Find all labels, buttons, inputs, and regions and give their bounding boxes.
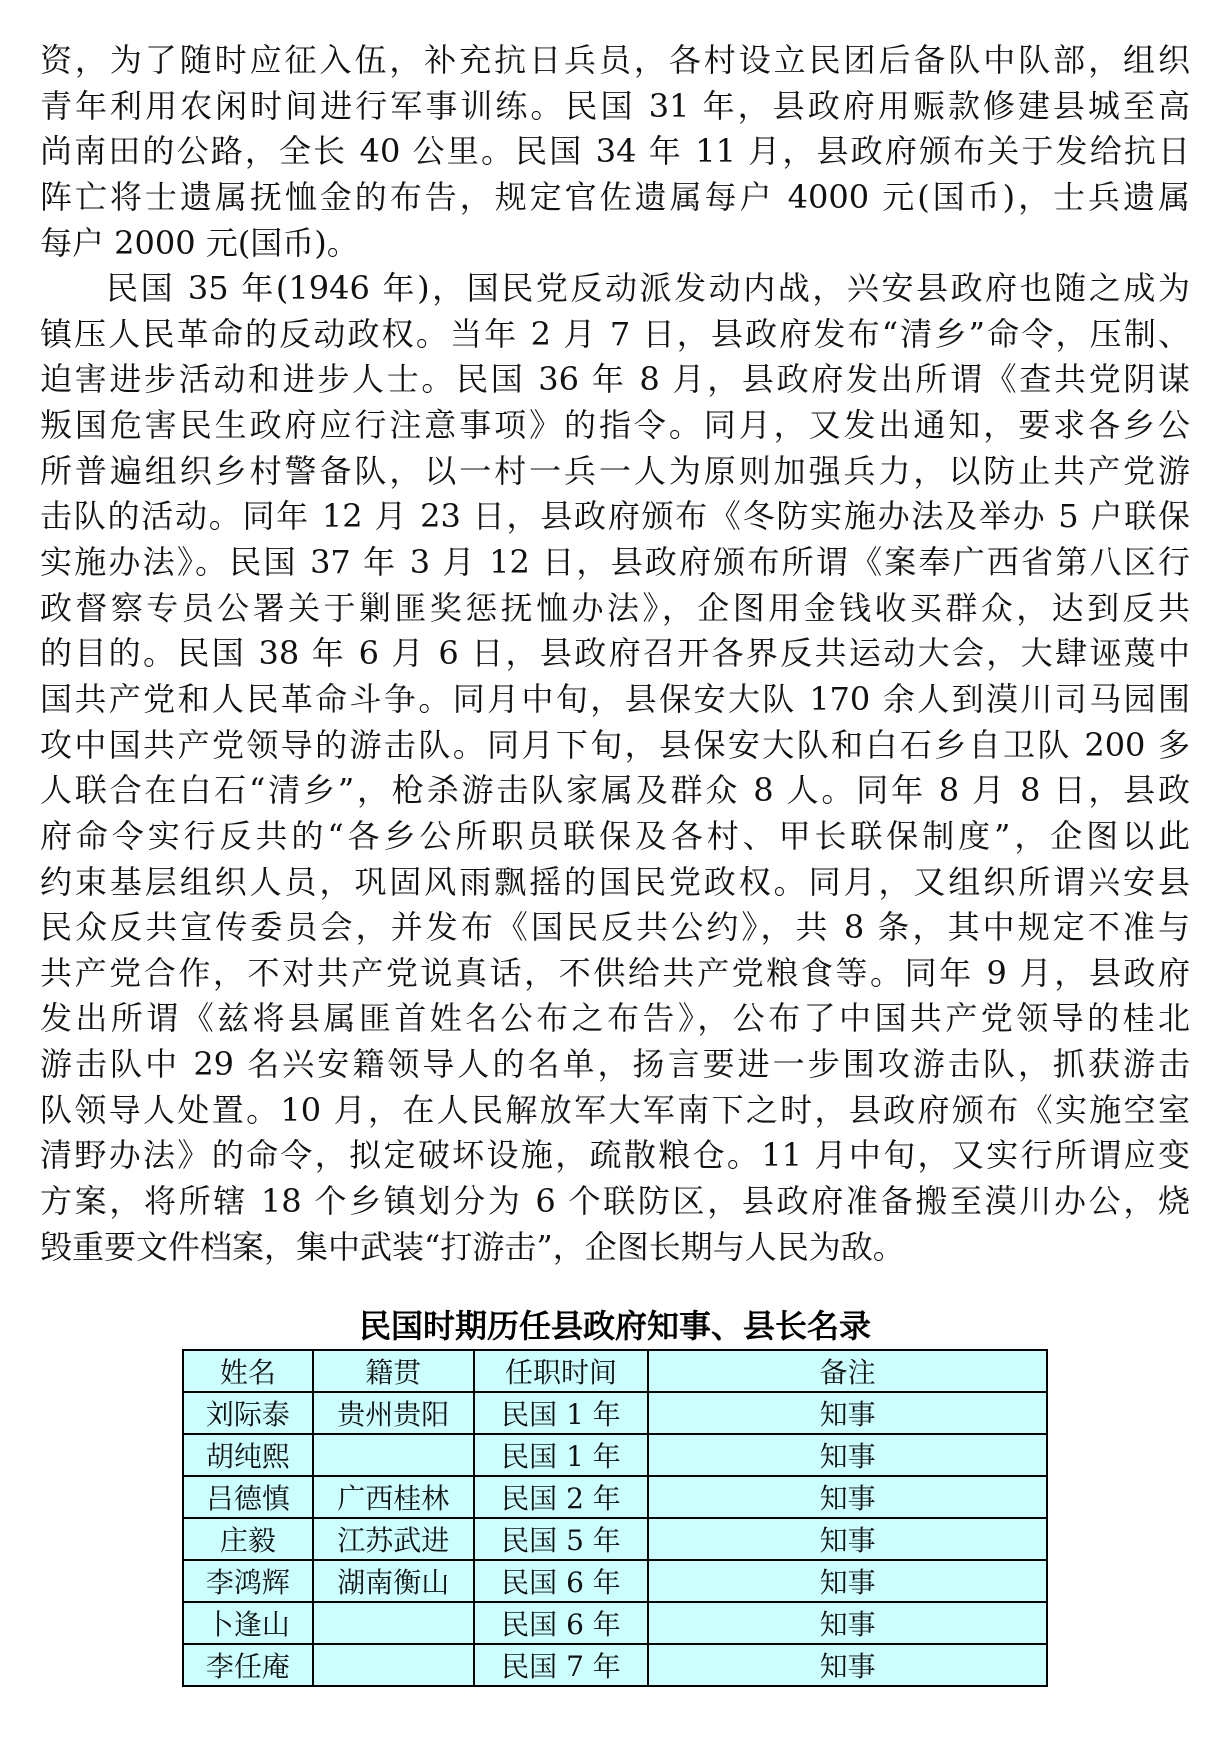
- text-line: 资，为了随时应征入伍，补充抗日兵员，各村设立民团后备队中队部，组织: [40, 41, 1190, 79]
- cell-note: 知事: [648, 1602, 1047, 1644]
- text-line: 人联合在白石“清乡”，枪杀游击队家属及群众 8 人。同年 8 月 8 日，县政: [40, 771, 1190, 810]
- table-row: [183, 1476, 1047, 1518]
- table-row: [183, 1518, 1047, 1560]
- text-line: 所普遍组织乡村警备队，以一村一兵一人为原则加强兵力，以防止共产党游: [40, 451, 1190, 490]
- cell-note: 知事: [648, 1392, 1047, 1434]
- cell-name: 刘际泰: [183, 1392, 313, 1434]
- table-row: [183, 1644, 1047, 1686]
- text-line: 镇压人民革命的反动政权。当年 2 月 7 日，县政府发布“清乡”命令，压制、: [40, 314, 1190, 353]
- text-line: 攻中国共产党领导的游击队。同月下旬，县保安大队和白石乡自卫队 200 多: [40, 725, 1190, 764]
- cell-origin: [313, 1644, 474, 1686]
- text-line: 政督察专员公署关于剿匪奖惩抚恤办法》，企图用金钱收买群众，达到反共: [40, 588, 1190, 627]
- text-line: 国共产党和人民革命斗争。同月中旬，县保安大队 170 余人到漠川司马园围: [40, 679, 1190, 718]
- column-header-name: 姓名: [183, 1350, 313, 1392]
- cell-note: 知事: [648, 1434, 1047, 1476]
- text-line: 毁重要文件档案，集中武装“打游击”，企图长期与人民为敌。: [40, 1227, 905, 1266]
- text-line: 尚南田的公路，全长 40 公里。民国 34 年 11 月，县政府颁布关于发给抗日: [40, 132, 1190, 171]
- column-header-term: 任职时间: [474, 1350, 649, 1392]
- cell-origin: 江苏武进: [313, 1518, 474, 1560]
- cell-origin: 广西桂林: [313, 1476, 474, 1518]
- text-line: 民国 35 年(1946 年)，国民党反动派发动内战，兴安县政府也随之成为: [106, 269, 1190, 308]
- cell-origin: [313, 1602, 474, 1644]
- cell-origin: [313, 1434, 474, 1476]
- magistrate-roster-table: [182, 1349, 1048, 1687]
- cell-term: 民国 1 年: [474, 1434, 649, 1476]
- text-line: 游击队中 29 名兴安籍领导人的名单，扬言要进一步围攻游击队，抓获游击: [40, 1045, 1190, 1084]
- cell-note: 知事: [648, 1476, 1047, 1518]
- table-header-row: [183, 1350, 1047, 1392]
- column-header-note: 备注: [648, 1350, 1047, 1392]
- text-line: 方案，将所辖 18 个乡镇划分为 6 个联防区，县政府准备搬至漠川办公，烧: [40, 1182, 1190, 1221]
- cell-name: 胡纯熙: [183, 1434, 313, 1476]
- document-body: [40, 38, 1190, 1270]
- text-line: 叛国危害民生政府应行注意事项》的指令。同月，又发出通知，要求各乡公: [40, 406, 1190, 445]
- table-row: [183, 1560, 1047, 1602]
- table-row: [183, 1392, 1047, 1434]
- text-line: 阵亡将士遗属抚恤金的布告，规定官佐遗属每户 4000 元(国币)，士兵遗属: [40, 177, 1190, 216]
- column-header-origin: 籍贯: [313, 1350, 474, 1392]
- text-line: 实施办法》。民国 37 年 3 月 12 日，县政府颁布所谓《案奉广西省第八区行: [40, 543, 1190, 582]
- text-line: 共产党合作，不对共产党说真话，不供给共产党粮食等。同年 9 月，县政府: [40, 953, 1190, 992]
- cell-term: 民国 1 年: [474, 1392, 649, 1434]
- cell-note: 知事: [648, 1644, 1047, 1686]
- cell-origin: 贵州贵阳: [313, 1392, 474, 1434]
- text-line: 约束基层组织人员，巩固风雨飘摇的国民党政权。同月，又组织所谓兴安县: [40, 862, 1190, 901]
- paragraph-1: [40, 38, 1190, 266]
- text-line: 每户 2000 元(国币)。: [40, 223, 359, 262]
- cell-term: 民国 5 年: [474, 1518, 649, 1560]
- text-line: 队领导人处置。10 月，在人民解放军大军南下之时，县政府颁布《实施空室: [40, 1090, 1190, 1129]
- cell-origin: 湖南衡山: [313, 1560, 474, 1602]
- cell-name: 李鸿辉: [183, 1560, 313, 1602]
- text-line: 发出所谓《兹将县属匪首姓名公布之布告》，公布了中国共产党领导的桂北: [40, 999, 1190, 1038]
- text-line: 清野办法》的命令，拟定破坏设施，疏散粮仓。11 月中旬，又实行所谓应变: [40, 1136, 1190, 1175]
- cell-name: 庄毅: [183, 1518, 313, 1560]
- text-line: 的目的。民国 38 年 6 月 6 日，县政府召开各界反共运动大会，大肆诬蔑中: [40, 634, 1190, 673]
- cell-note: 知事: [648, 1518, 1047, 1560]
- table-row: [183, 1434, 1047, 1476]
- table-row: [183, 1602, 1047, 1644]
- text-line: 击队的活动。同年 12 月 23 日，县政府颁布《冬防实施办法及举办 5 户联保: [40, 497, 1190, 536]
- cell-term: 民国 2 年: [474, 1476, 649, 1518]
- cell-term: 民国 7 年: [474, 1644, 649, 1686]
- cell-name: 李任庵: [183, 1644, 313, 1686]
- text-line: 青年利用农闲时间进行军事训练。民国 31 年，县政府用赈款修建县城至高: [40, 86, 1190, 125]
- text-line: 府命令实行反共的“各乡公所职员联保及各村、甲长联保制度”，企图以此: [40, 816, 1190, 855]
- text-line: 民众反共宣传委员会，并发布《国民反共公约》，共 8 条，其中规定不准与: [40, 908, 1190, 947]
- text-line: 迫害进步活动和进步人士。民国 36 年 8 月，县政府发出所谓《查共党阴谋: [40, 360, 1190, 399]
- cell-note: 知事: [648, 1560, 1047, 1602]
- cell-term: 民国 6 年: [474, 1602, 649, 1644]
- cell-name: 卜逢山: [183, 1602, 313, 1644]
- paragraph-2: [40, 266, 1190, 1270]
- cell-term: 民国 6 年: [474, 1560, 649, 1602]
- cell-name: 吕德慎: [183, 1476, 313, 1518]
- table-title: 民国时期历任县政府知事、县长名录: [358, 1307, 871, 1345]
